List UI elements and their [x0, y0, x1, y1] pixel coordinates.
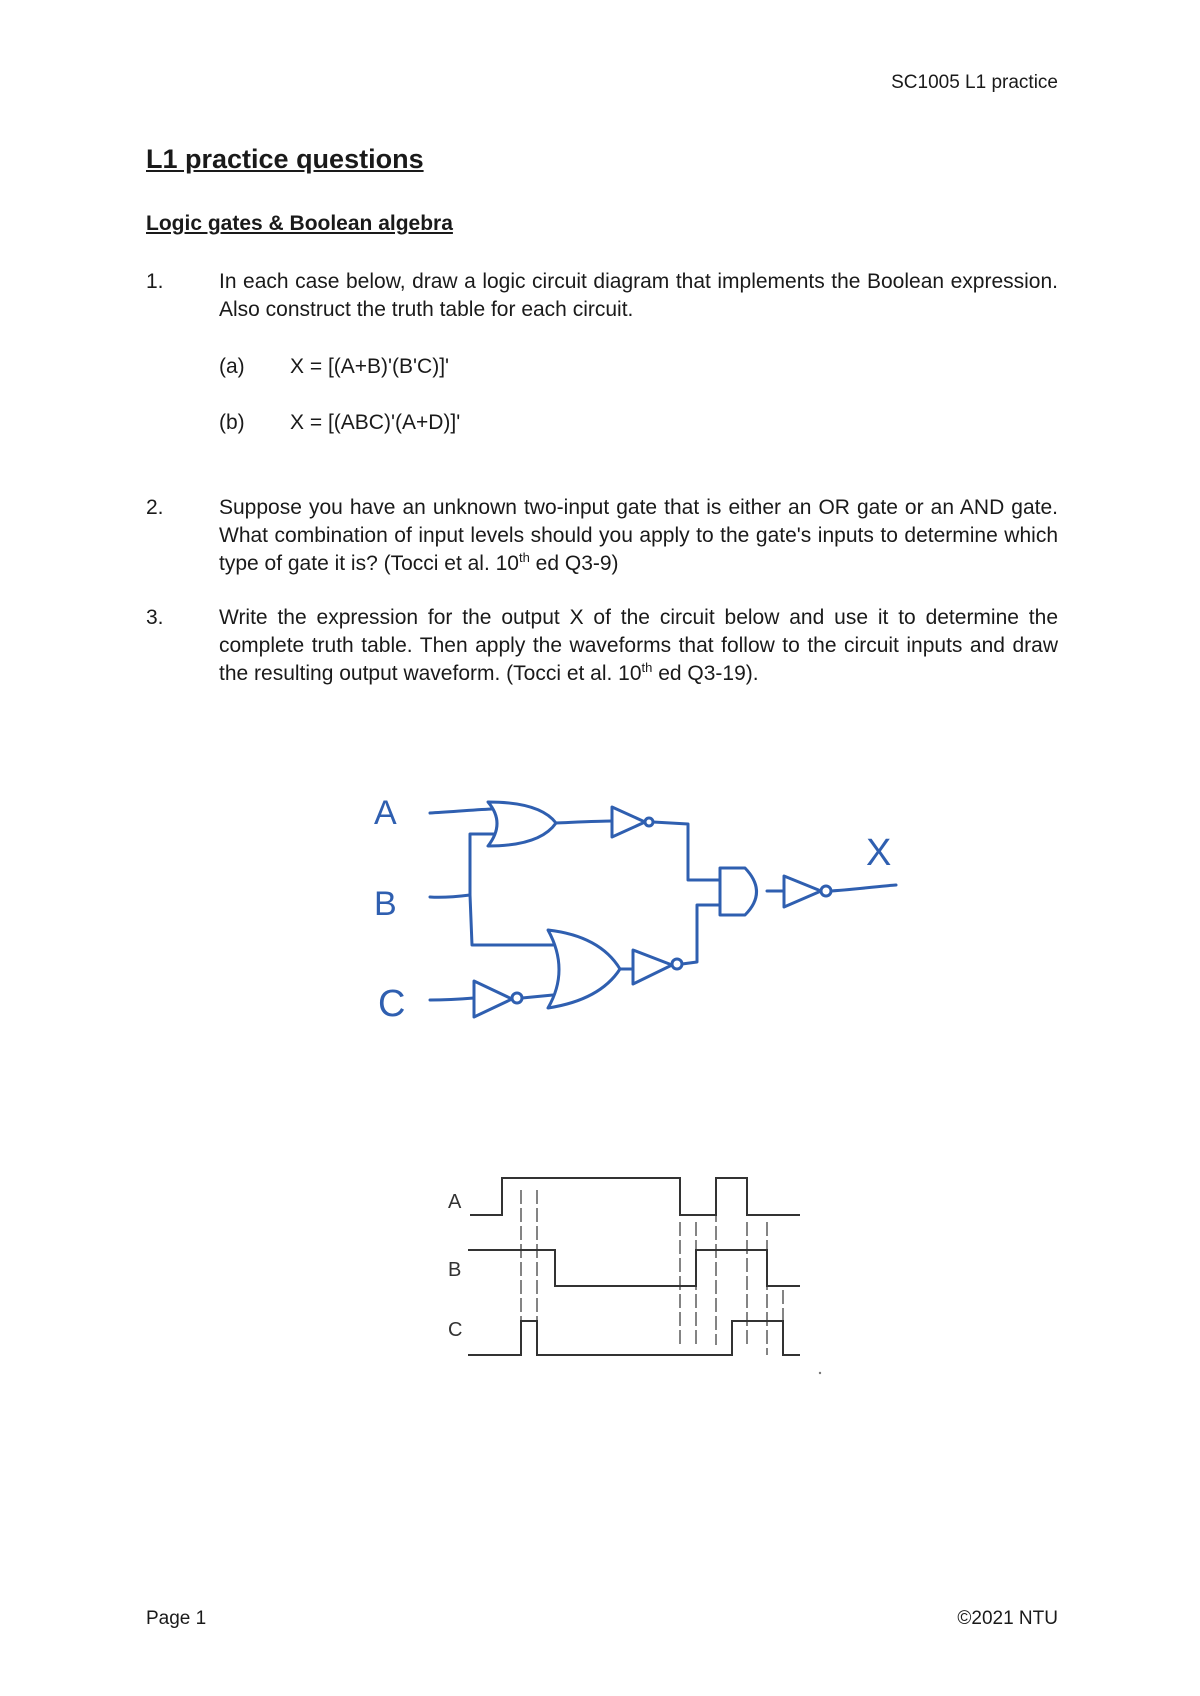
or-gate-1	[488, 802, 556, 846]
waveform-label-a: A	[448, 1191, 462, 1213]
question-number: 1.	[146, 270, 164, 293]
copyright: ©2021 NTU	[957, 1608, 1058, 1629]
question-text: Write the expression for the output X of the circuit below and use it to determine the complete truth table. Then apply the waveforms that follow to the circuit inputs and draw the resulting output waveform. (Tocci et al. 10th ed Q3-19).	[219, 606, 1058, 685]
and-gate	[720, 868, 757, 915]
boolean-expression: X = [(A+B)'(B'C)]'	[290, 355, 450, 378]
question-text: Suppose you have an unknown two-input gate that is either an OR gate or an AND gate. What combination of input levels should you apply to the gate's inputs to determine which type of gate it is? (Tocci et al. 10th ed Q3-9)	[219, 496, 1058, 575]
waveform-b	[468, 1250, 800, 1286]
wire-notc-out	[522, 995, 553, 998]
not-gate-2	[633, 950, 672, 984]
waveform-c	[468, 1321, 800, 1355]
part-label: (b)	[219, 411, 245, 434]
or-gate-2	[548, 930, 620, 1008]
wire-a	[430, 809, 492, 813]
not-gate-3	[784, 876, 821, 907]
timing-guide-lines	[521, 1190, 783, 1355]
circuit-label-a: A	[374, 794, 397, 832]
page-header: SC1005 L1 practice	[891, 72, 1058, 93]
wire-b-to-or2	[470, 895, 553, 945]
question-number: 2.	[146, 496, 164, 519]
timing-waveforms	[468, 1178, 800, 1355]
page-title: L1 practice questions	[146, 144, 424, 174]
not-gate-1	[612, 807, 645, 837]
wire-not2-out	[682, 905, 720, 964]
part-label: (a)	[219, 355, 245, 378]
circuit-label-x: X	[866, 832, 892, 874]
circuit-label-b: B	[374, 885, 397, 923]
waveform-label-b: B	[448, 1259, 462, 1281]
boolean-expression: X = [(ABC)'(A+D)]'	[290, 411, 461, 434]
waveform-a	[470, 1178, 800, 1215]
waveform-label-c: C	[448, 1319, 463, 1341]
wire-c	[430, 998, 474, 1000]
wire-output	[831, 885, 896, 891]
circuit-label-c: C	[378, 983, 406, 1025]
wire-b	[430, 895, 470, 897]
question-text: In each case below, draw a logic circuit diagram that implements the Boolean expression. Also construct the truth table for each circuit.	[219, 270, 1058, 321]
stray-mark	[819, 1372, 821, 1374]
section-heading: Logic gates & Boolean algebra	[146, 212, 453, 235]
not-gate-c	[474, 981, 512, 1017]
page-number: Page 1	[146, 1608, 207, 1629]
question-number: 3.	[146, 606, 164, 629]
wire-not1-out	[653, 822, 720, 880]
wire-or1-out	[556, 821, 612, 823]
